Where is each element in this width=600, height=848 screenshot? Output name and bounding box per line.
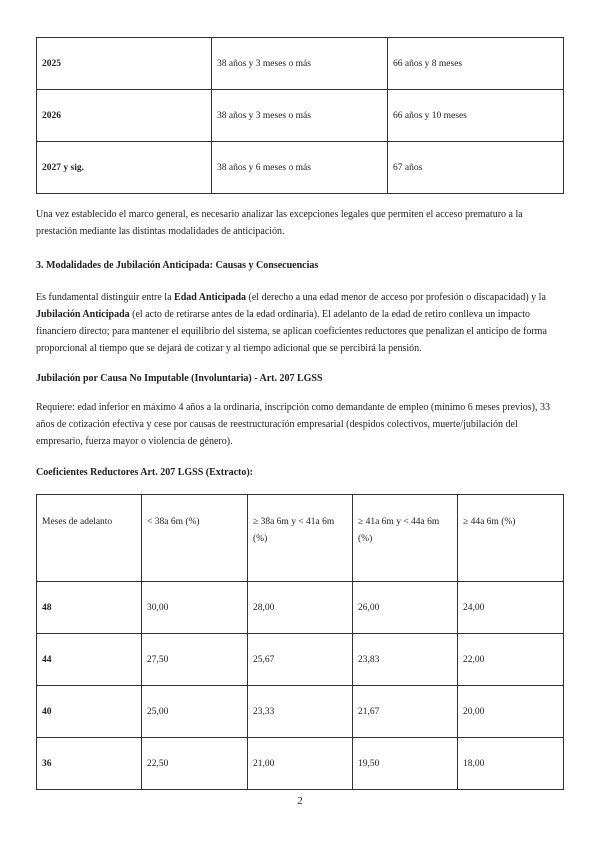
paragraph: [36, 289, 563, 357]
table-title: Coeficientes Reductores Art. 207 LGSS (Extracto):: [36, 467, 253, 478]
table-cell: 2027 y sig.: [37, 142, 212, 194]
table-cell: 66 años y 10 meses: [388, 90, 564, 142]
column-header: < 38a 6m (%): [142, 495, 248, 582]
column-header: ≥ 44a 6m (%): [458, 495, 564, 582]
table-cell: 66 años y 8 meses: [388, 38, 564, 90]
bold-term: Edad Anticipada: [174, 292, 247, 303]
paragraph: Una vez establecido el marco general, es necesario analizar las excepciones legales que permiten el acceso prematuro a la prestación mediante las distintas modalidades de anticipación.: [36, 209, 523, 237]
table-row: [37, 142, 564, 194]
table-row: [37, 634, 564, 686]
table-row: [37, 38, 564, 90]
table-cell: 36: [37, 738, 142, 790]
table-cell: 40: [37, 686, 142, 738]
table-cell: 2025: [37, 38, 212, 90]
table-row: [37, 90, 564, 142]
table-cell: 19,50: [353, 738, 458, 790]
table-cell: 44: [37, 634, 142, 686]
table-cell: 67 años: [388, 142, 564, 194]
table-cell: 48: [37, 582, 142, 634]
text-run: (el acto de retirarse antes de la edad ordinaria). El adelanto de la edad de retiro conlleva un impacto financiero directo; para mantener el equilibrio del sistema, se aplican coeficientes reductores que penalizan el anticipo de forma proporcional al tiempo que se dejará de cotizar y al tiempo adicional que se percibirá la pensión.: [36, 309, 547, 354]
table-cell: 22,00: [458, 634, 564, 686]
table-cell: 20,00: [458, 686, 564, 738]
table-cell: 26,00: [353, 582, 458, 634]
paragraph: Requiere: edad inferior en máximo 4 años a la ordinaria, inscripción como demandante de empleo (mínimo 6 meses previos), 33 años de cotización efectiva y cese por causas de reestructuración empresarial (despidos colectivos, muerte/jubilación del empresario, fuerza mayor o violencia de género).: [36, 402, 551, 447]
table-cell: 23,83: [353, 634, 458, 686]
reduction-coefficients-table: [36, 494, 564, 790]
table-header-row: [37, 495, 564, 582]
retirement-age-table: [36, 37, 564, 194]
text-run: (el derecho a una edad menor de acceso por profesión o discapacidad) y la: [246, 292, 546, 303]
table-cell: 38 años y 6 meses o más: [212, 142, 388, 194]
table-cell: 38 años y 3 meses o más: [212, 90, 388, 142]
table-cell: 2026: [37, 90, 212, 142]
table-cell: 25,00: [142, 686, 248, 738]
section-heading: 3. Modalidades de Jubilación Anticipada: Causas y Consecuencias: [36, 260, 319, 271]
column-header: ≥ 38a 6m y < 41a 6m (%): [248, 495, 353, 582]
column-header: ≥ 41a 6m y < 44a 6m (%): [353, 495, 458, 582]
table-cell: 23,33: [248, 686, 353, 738]
text-run: Es fundamental distinguir entre la: [36, 292, 175, 303]
column-header: Meses de adelanto: [37, 495, 142, 582]
document-page: [36, 37, 563, 790]
table-cell: 27,50: [142, 634, 248, 686]
page-number: 2: [297, 795, 303, 807]
table-cell: 22,50: [142, 738, 248, 790]
table-row: [37, 738, 564, 790]
table-cell: 28,00: [248, 582, 353, 634]
table-cell: 18,00: [458, 738, 564, 790]
subheading: Jubilación por Causa No Imputable (Involuntaria) - Art. 207 LGSS: [36, 373, 323, 384]
bold-term: Jubilación Anticipada: [36, 309, 130, 320]
table-cell: 24,00: [458, 582, 564, 634]
table-cell: 21,67: [353, 686, 458, 738]
table-cell: 30,00: [142, 582, 248, 634]
table-cell: 21,00: [248, 738, 353, 790]
table-cell: 38 años y 3 meses o más: [212, 38, 388, 90]
table-cell: 25,67: [248, 634, 353, 686]
table-row: [37, 582, 564, 634]
table-row: [37, 686, 564, 738]
